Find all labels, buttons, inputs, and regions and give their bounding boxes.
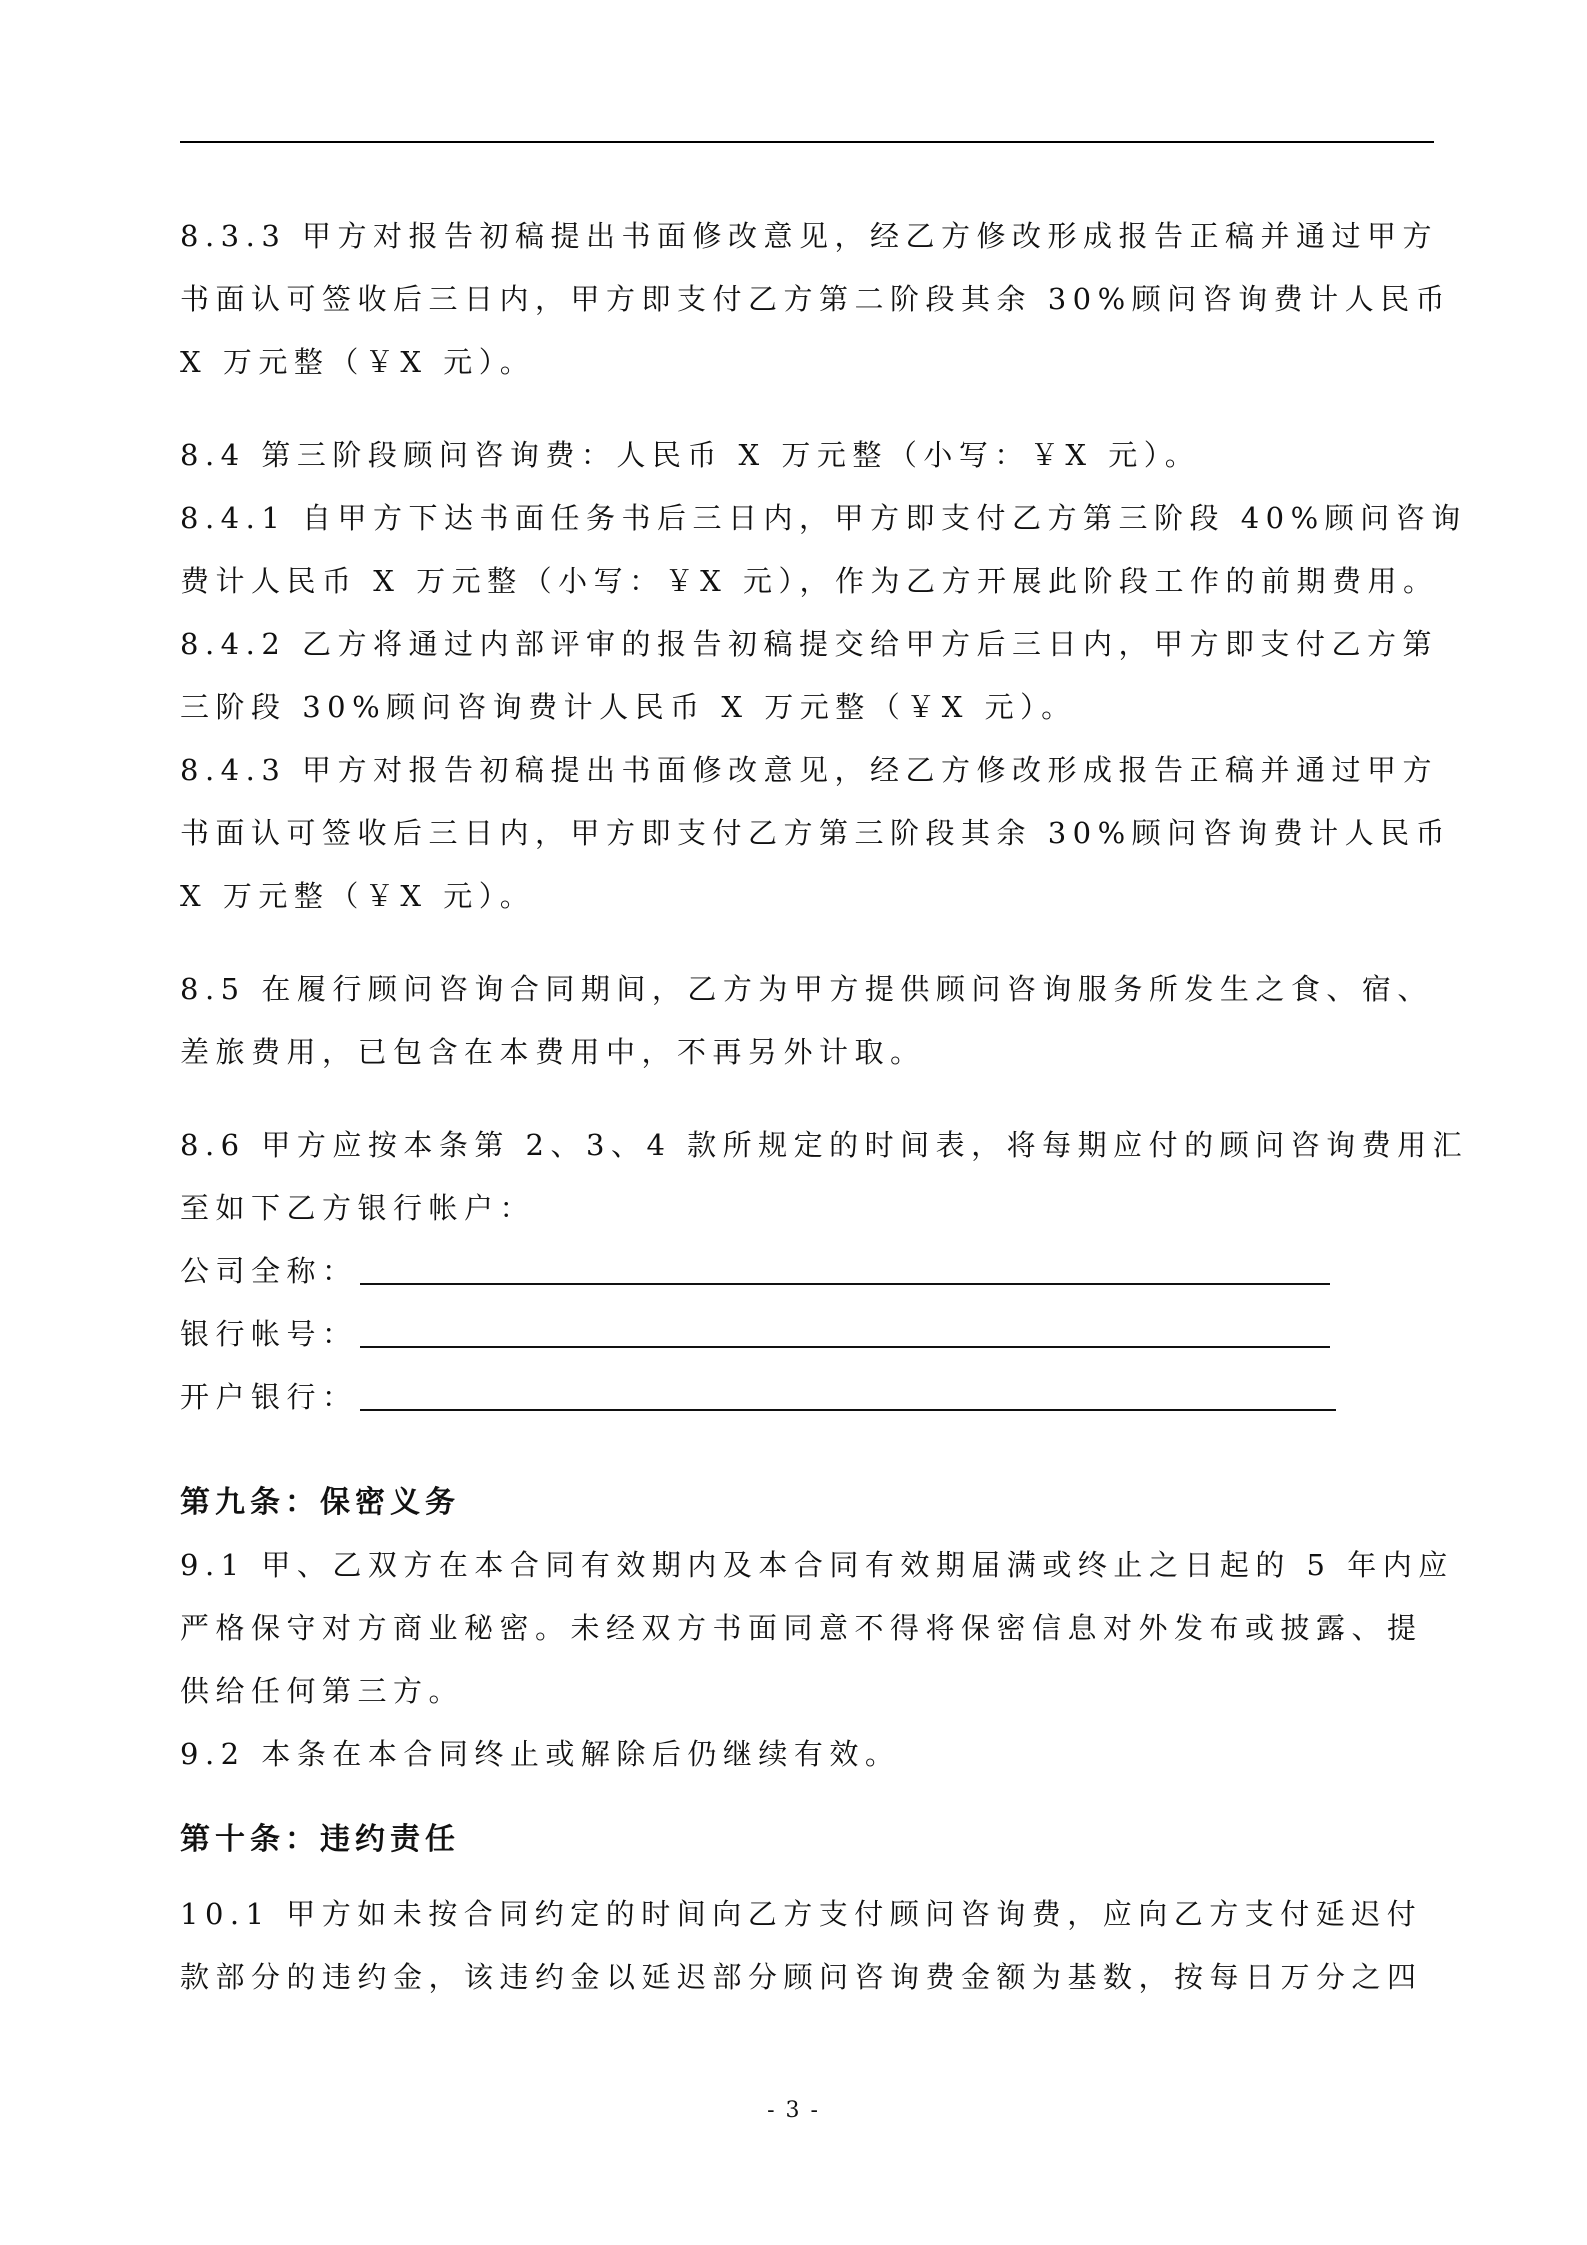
text-line: X 万元整（￥X 元）。 bbox=[180, 345, 536, 379]
clause-8-3-3 bbox=[180, 205, 1480, 394]
text-line: 费计人民币 X 万元整（小写：￥X 元），作为乙方开展此阶段工作的前期费用。 bbox=[180, 564, 1439, 598]
bank-name-label: 开户银行： bbox=[180, 1380, 358, 1414]
text-line: 款部分的违约金，该违约金以延迟部分顾问咨询费金额为基数，按每日万分之四 bbox=[180, 1960, 1423, 1994]
text-line: 三阶段 30%顾问咨询费计人民币 X 万元整（￥X 元）。 bbox=[180, 690, 1077, 724]
text-line: 差旅费用，已包含在本费用中，不再另外计取。 bbox=[180, 1035, 926, 1069]
clause-8-4: 8.4 第三阶段顾问咨询费：人民币 X 万元整（小写：￥X 元）。 bbox=[180, 438, 1201, 472]
clause-9-2: 9.2 本条在本合同终止或解除后仍继续有效。 bbox=[180, 1737, 901, 1771]
text-line: 8.4.2 乙方将通过内部评审的报告初稿提交给甲方后三日内，甲方即支付乙方第 bbox=[180, 627, 1439, 661]
text-line: 9.1 甲、乙双方在本合同有效期内及本合同有效期届满或终止之日起的 5 年内应 bbox=[180, 1548, 1454, 1582]
company-name-field bbox=[180, 1240, 1480, 1303]
page-number: - 3 - bbox=[767, 2098, 820, 2123]
clause-8-4-2 bbox=[180, 613, 1480, 739]
text-line: 书面认可签收后三日内，甲方即支付乙方第二阶段其余 30%顾问咨询费计人民币 bbox=[180, 282, 1452, 316]
text-line: 8.6 甲方应按本条第 2、3、4 款所规定的时间表，将每期应付的顾问咨询费用汇 bbox=[180, 1128, 1469, 1162]
text-line: 严格保守对方商业秘密。未经双方书面同意不得将保密信息对外发布或披露、提 bbox=[180, 1611, 1423, 1645]
header-rule bbox=[180, 141, 1434, 143]
clause-8-4-1 bbox=[180, 487, 1480, 613]
article-9-heading: 第九条：保密义务 bbox=[180, 1485, 460, 1520]
document-body bbox=[180, 205, 1480, 2009]
bank-account-label: 银行帐号： bbox=[180, 1317, 358, 1351]
bank-account-field bbox=[180, 1303, 1480, 1366]
text-line: X 万元整（￥X 元）。 bbox=[180, 879, 536, 913]
text-line: 8.4.3 甲方对报告初稿提出书面修改意见，经乙方修改形成报告正稿并通过甲方 bbox=[180, 753, 1439, 787]
text-line: 供给任何第三方。 bbox=[180, 1674, 465, 1708]
text-line: 书面认可签收后三日内，甲方即支付乙方第三阶段其余 30%顾问咨询费计人民币 bbox=[180, 816, 1452, 850]
clause-8-4-3 bbox=[180, 739, 1480, 928]
bank-account-blank bbox=[360, 1346, 1330, 1348]
bank-account-fields bbox=[180, 1240, 1480, 1429]
text-line: 8.3.3 甲方对报告初稿提出书面修改意见，经乙方修改形成报告正稿并通过甲方 bbox=[180, 219, 1439, 253]
text-line: 8.5 在履行顾问咨询合同期间，乙方为甲方提供顾问咨询服务所发生之食、宿、 bbox=[180, 972, 1433, 1006]
bank-name-blank bbox=[360, 1409, 1336, 1411]
text-line: 8.4.1 自甲方下达书面任务书后三日内，甲方即支付乙方第三阶段 40%顾问咨询 bbox=[180, 501, 1467, 535]
clause-8-6 bbox=[180, 1114, 1480, 1240]
article-10-heading: 第十条：违约责任 bbox=[180, 1822, 460, 1857]
clause-8-5 bbox=[180, 958, 1480, 1084]
clause-9-1 bbox=[180, 1534, 1480, 1723]
text-line: 10.1 甲方如未按合同约定的时间向乙方支付顾问咨询费，应向乙方支付延迟付 bbox=[180, 1897, 1423, 1931]
company-name-label: 公司全称： bbox=[180, 1254, 358, 1288]
company-name-blank bbox=[360, 1283, 1330, 1285]
bank-name-field bbox=[180, 1366, 1480, 1429]
clause-10-1 bbox=[180, 1883, 1480, 2009]
text-line: 至如下乙方银行帐户： bbox=[180, 1191, 536, 1225]
